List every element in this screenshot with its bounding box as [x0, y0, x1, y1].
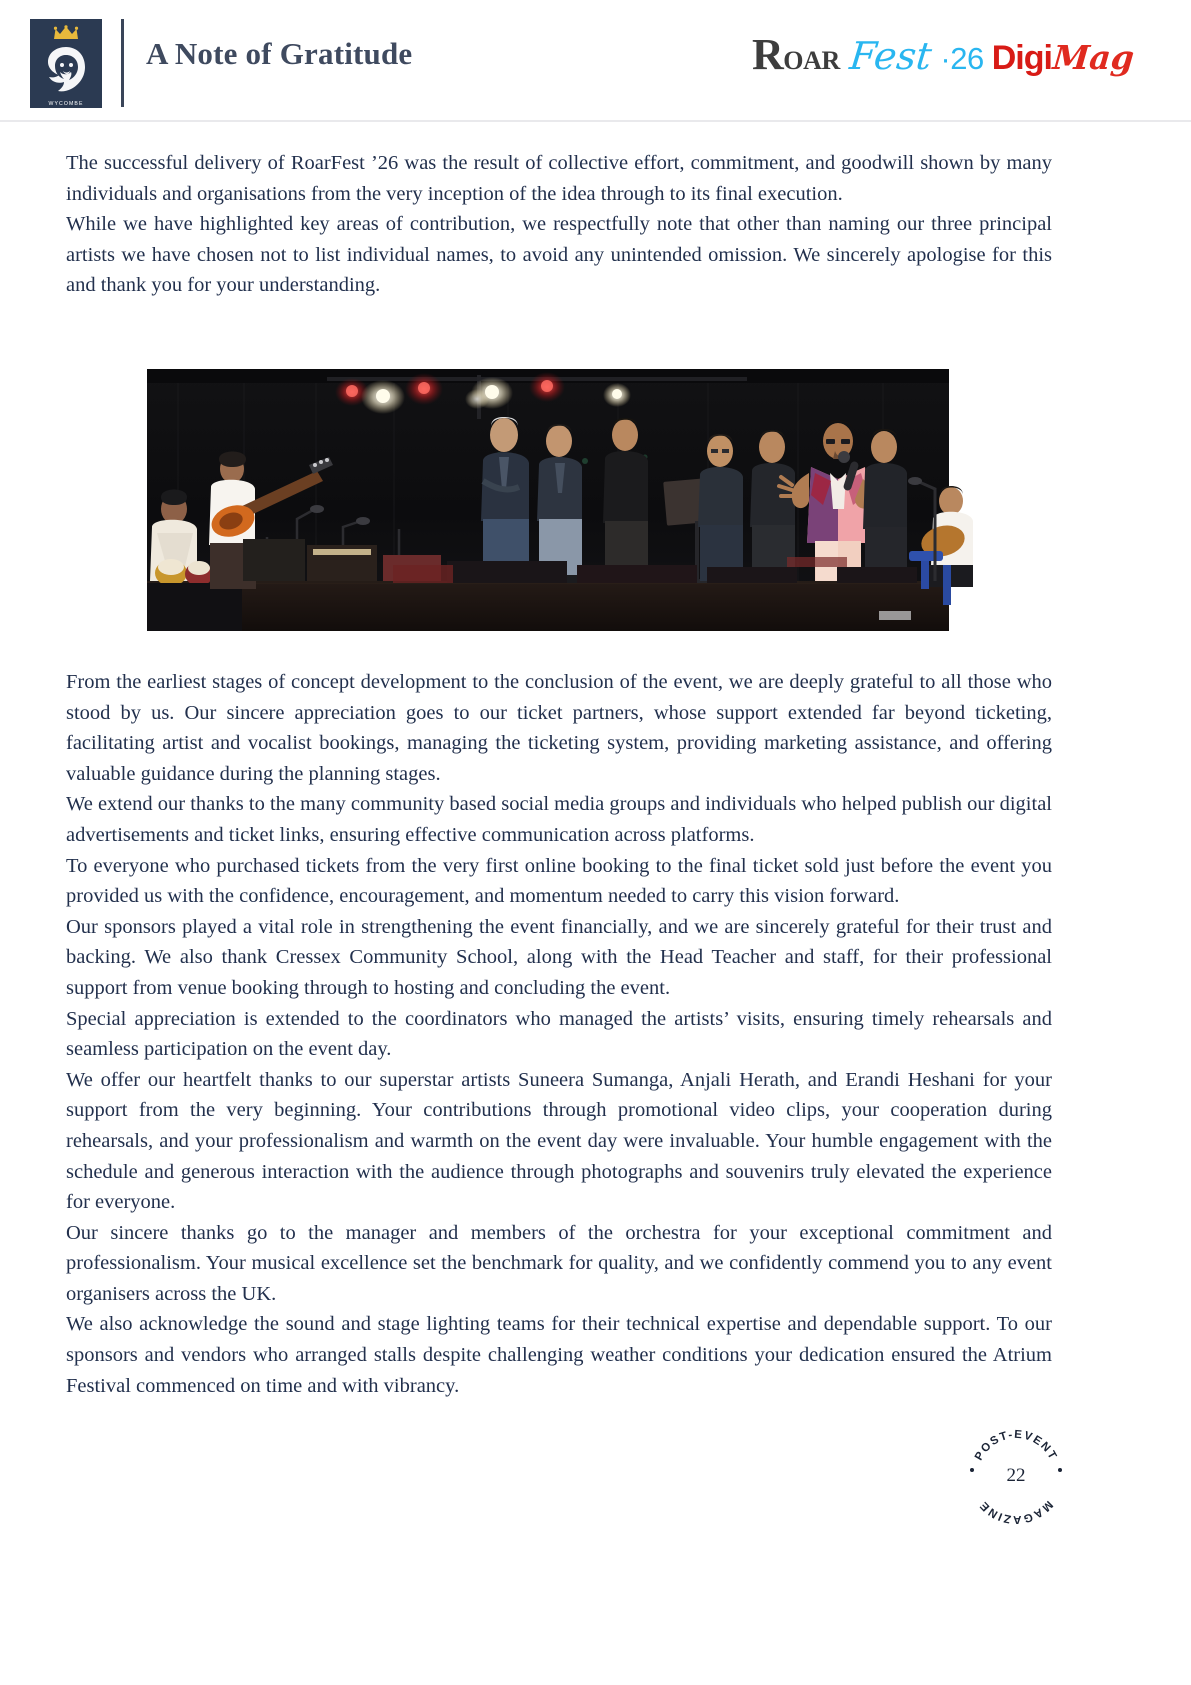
page-number: 22 — [1006, 1465, 1026, 1486]
logo-roar — [752, 30, 840, 79]
paragraph: Our sponsors played a vital role in strengthening the event financially, and we are sincerely grateful for their trust and backing. We also thank Cressex Community School, along with the Head Teacher and staff, for their professional support from venue booking through to hosting and concluding the event. — [66, 915, 1052, 999]
intro-text-block — [66, 148, 1052, 301]
logo-digi: Digi — [991, 39, 1052, 77]
logo-year: ·26 — [940, 41, 984, 76]
paragraph: We offer our heartfelt thanks to our superstar artists Suneera Sumanga, Anjali Herath, and Erandi Heshani for your support from the very beginning. Your contributions through promotional video clips, your cooperation during rehearsals, and your professionalism and warmth on the event day were invaluable. Your humble engagement with the schedule and generous interaction with the audience through photographs and souvenirs truly elevated the experience for everyone. — [66, 1068, 1052, 1214]
paragraph: Our sincere thanks go to the manager and members of the orchestra for your exceptional commitment and professionalism. Your musical excellence set the benchmark for quality, and we confidently commend you to any event organisers across the UK. — [66, 1221, 1052, 1305]
paragraph: Special appreciation is extended to the coordinators who managed the artists’ visits, ensuring timely rehearsals and seamless participation on the event day. — [66, 1007, 1052, 1061]
paragraph: To everyone who purchased tickets from the very first online booking to the final ticket sold just before the event you provided us with the confidence, encouragement, and momentum needed to carry this vision forward. — [66, 854, 1052, 908]
page-title: A Note of Gratitude — [146, 36, 413, 71]
page-header — [0, 0, 1191, 122]
paragraph: We also acknowledge the sound and stage lighting teams for their technical expertise and dependable support. To our sponsors and vendors who arranged stalls despite challenging weather conditions your dedication ensured the Atrium Festival commenced on time and with vibrancy. — [66, 1313, 1052, 1397]
page-number-stamp — [962, 1422, 1070, 1530]
lion-head-icon — [44, 46, 88, 99]
brand-badge-line2: LIONS — [55, 108, 77, 114]
paragraph: While we have highlighted key areas of contribution, we respectfully note that other than naming our three principal artists we have chosen not to list individual names, to avoid any unintended omission. We sincerely apologise for this and thank you for your understanding. — [66, 213, 1052, 297]
stage-performance-photo — [147, 369, 949, 631]
header-rule — [0, 120, 1191, 122]
roarfest-digimag-logo — [752, 30, 1136, 89]
svg-text:MAGAZINE: MAGAZINE — [977, 1498, 1055, 1526]
acknowledgements-text-block — [66, 667, 1052, 1401]
logo-roar-smallcaps: OAR — [783, 46, 840, 75]
logo-mag: Mag — [1051, 38, 1136, 77]
photo-illustration — [147, 369, 949, 631]
crown-icon — [53, 26, 79, 45]
brand-badge-text — [48, 101, 83, 115]
paragraph: The successful delivery of RoarFest ’26 was the result of collective effort, commitment, and goodwill shown by many individuals and organisations from the very inception of the idea through to its final execution. — [66, 152, 1052, 205]
brand-badge-line1: WYCOMBE — [48, 101, 84, 107]
logo-roar-capital: R — [752, 30, 784, 79]
paragraph: We extend our thanks to the many community based social media groups and individuals who helped publish our digital advertisements and ticket links, ensuring effective communication across platforms. — [66, 793, 1052, 846]
logo-fest: Fest — [847, 34, 934, 78]
wycombe-lions-logo — [30, 19, 102, 114]
header-divider — [121, 19, 124, 107]
paragraph: From the earliest stages of concept development to the conclusion of the event, we are deeply grateful to all those who stood by us. Our sincere appreciation goes to our ticket partners, whose support extended far beyond ticketing, facilitating artist and vocalist bookings, managing the ticketing system, providing marketing assistance, and offering valuable guidance during the planning stages. — [66, 671, 1052, 785]
svg-text:POST-EVENT: POST-EVENT — [972, 1428, 1060, 1463]
